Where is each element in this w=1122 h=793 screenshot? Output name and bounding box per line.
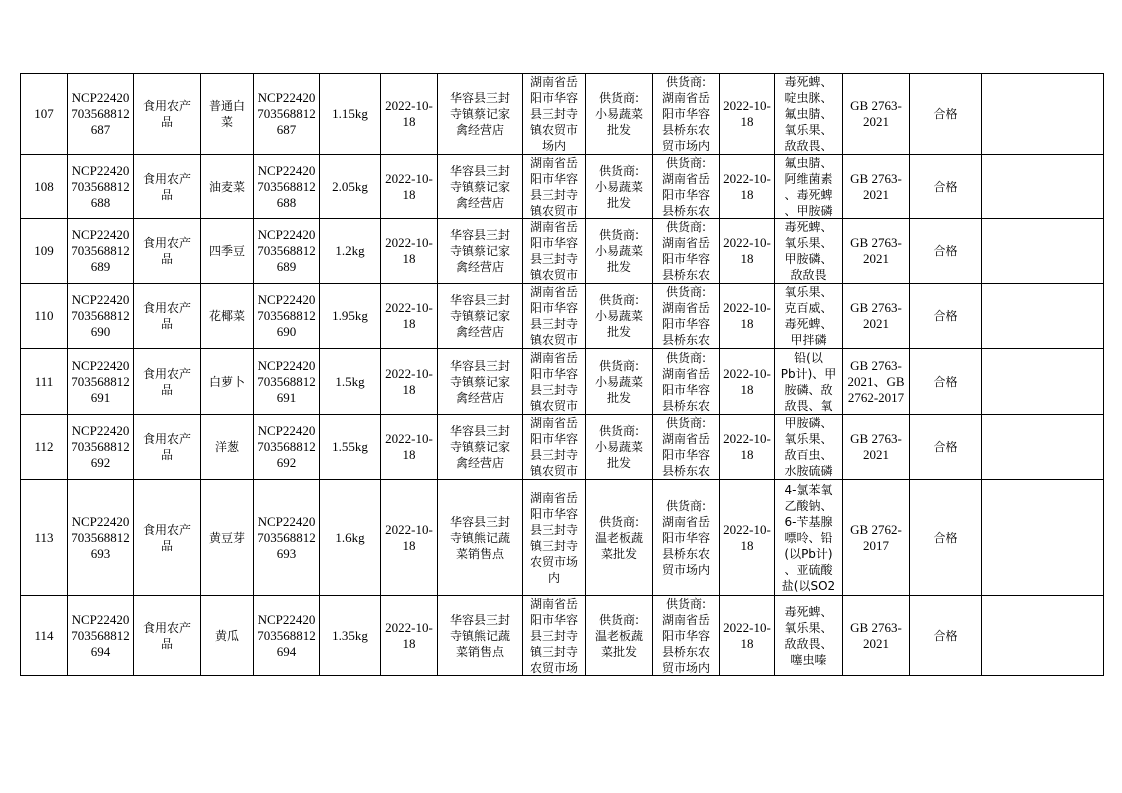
test-result: 合格 [933, 309, 958, 323]
supplier-address: 供货商: 湖南省岳 阳市华容 县桥东农 贸市场内 [661, 498, 710, 577]
production-date: 2022-10- 18 [385, 619, 433, 651]
test-standard-cell [843, 596, 910, 676]
test-standard: GB 2763- 2021 [850, 619, 902, 651]
sample-id: NCP22420 703568812 688 [71, 162, 130, 210]
sample-spec-cell [320, 219, 381, 284]
row-number: 109 [34, 243, 54, 258]
test-standard: GB 2763- 2021 [850, 300, 902, 331]
test-standard: GB 2763- 2021 [850, 98, 902, 129]
sample-spec-cell [320, 74, 381, 155]
sampling-date: 2022-10- 18 [723, 521, 771, 553]
sample-id-cell [68, 155, 134, 219]
test-standard: GB 2763- 2021 [850, 170, 902, 202]
test-items: 毒死蜱、 氧乐果、 甲胺磷、 敌敌畏 [784, 220, 833, 282]
sampling-date: 2022-10- 18 [723, 365, 771, 397]
supplier-name: 供货商: 温老板蔬 菜批发 [594, 612, 643, 659]
remarks-cell [982, 415, 1104, 480]
seller-name: 华容县三封 寺镇熊记蔬 菜销售点 [449, 514, 510, 561]
production-date: 2022-10- 18 [385, 521, 433, 553]
sample-name: 四季豆 [208, 244, 245, 258]
food-category: 食用农产 品 [142, 301, 191, 331]
supplier-name: 供货商: 小易蔬菜 批发 [594, 424, 643, 470]
seller-address: 湖南省岳 阳市华容 县三封寺 镇农贸市 [529, 156, 578, 218]
supplier-address-cell [653, 349, 720, 415]
sample-spec: 1.15kg [332, 106, 368, 121]
sample-name-cell [201, 284, 254, 349]
batch-number: NCP22420 703568812 693 [257, 513, 316, 561]
row-number: 111 [34, 373, 54, 389]
test-items-cell [775, 480, 843, 596]
sampling-date: 2022-10- 18 [723, 235, 771, 266]
table-row [21, 480, 1104, 596]
seller-name-cell [438, 596, 523, 676]
row-number-cell [21, 415, 68, 480]
production-date-cell [381, 349, 438, 415]
production-date-cell [381, 480, 438, 596]
table-body [21, 74, 1104, 676]
test-standard-cell [843, 480, 910, 596]
sampling-date: 2022-10- 18 [723, 98, 771, 129]
seller-name-cell [438, 219, 523, 284]
seller-address: 湖南省岳 阳市华容 县三封寺 镇三封寺 农贸市场 [529, 597, 578, 675]
sample-spec: 1.6kg [335, 529, 365, 545]
food-category: 食用农产 品 [142, 620, 191, 651]
test-standard-cell [843, 349, 910, 415]
sample-id-cell [68, 415, 134, 480]
supplier-name: 供货商: 小易蔬菜 批发 [594, 358, 643, 405]
supplier-address-cell [653, 284, 720, 349]
test-result: 合格 [933, 440, 958, 454]
table-row [21, 219, 1104, 284]
seller-address: 湖南省岳 阳市华容 县三封寺 镇农贸市 场内 [529, 75, 578, 153]
sampling-date-cell [720, 349, 775, 415]
supplier-name-cell [586, 480, 653, 596]
table-row [21, 349, 1104, 415]
remarks-cell [982, 349, 1104, 415]
sample-id-cell [68, 596, 134, 676]
sample-id: NCP22420 703568812 690 [71, 292, 130, 339]
batch-number-cell [254, 480, 320, 596]
test-result: 合格 [933, 628, 958, 643]
food-category-cell [134, 155, 201, 219]
supplier-address: 供货商: 湖南省岳 阳市华容 县桥东农 [661, 156, 710, 218]
supplier-name-cell [586, 284, 653, 349]
test-items: 4-氯苯氧 乙酸钠、 6-苄基腺 嘌呤、铅 (以Pb计) 、亚硫酸 盐(以SO2 [781, 482, 836, 593]
sampling-date-cell [720, 219, 775, 284]
row-number-cell [21, 284, 68, 349]
supplier-name-cell [586, 74, 653, 155]
seller-address-cell [523, 596, 586, 676]
test-items: 氧乐果、 克百威、 毒死蜱、 甲拌磷 [784, 285, 833, 347]
seller-name: 华容县三封 寺镇熊记蔬 菜销售点 [449, 612, 510, 659]
supplier-address: 供货商: 湖南省岳 阳市华容 县桥东农 贸市场内 [661, 75, 710, 153]
seller-address: 湖南省岳 阳市华容 县三封寺 镇三封寺 农贸市场 内 [529, 490, 578, 585]
seller-name-cell [438, 155, 523, 219]
sampling-date: 2022-10- 18 [723, 170, 771, 202]
supplier-address: 供货商: 湖南省岳 阳市华容 县桥东农 [661, 285, 710, 347]
test-result-cell [910, 74, 982, 155]
remarks-cell [982, 284, 1104, 349]
sample-name-cell [201, 349, 254, 415]
supplier-name: 供货商: 小易蔬菜 批发 [594, 91, 643, 137]
supplier-name: 供货商: 小易蔬菜 批发 [594, 228, 643, 274]
food-category: 食用农产 品 [142, 236, 191, 266]
supplier-address: 供货商: 湖南省岳 阳市华容 县桥东农 贸市场内 [661, 597, 710, 675]
seller-name-cell [438, 349, 523, 415]
seller-address: 湖南省岳 阳市华容 县三封寺 镇农贸市 [529, 416, 578, 478]
test-standard-cell [843, 74, 910, 155]
table-row [21, 415, 1104, 480]
sample-spec-cell [320, 415, 381, 480]
batch-number-cell [254, 74, 320, 155]
inspection-table [20, 73, 1104, 676]
production-date-cell [381, 219, 438, 284]
test-items-cell [775, 74, 843, 155]
sample-id: NCP22420 703568812 694 [71, 611, 130, 659]
test-items-cell [775, 596, 843, 676]
batch-number: NCP22420 703568812 692 [257, 423, 316, 470]
supplier-name: 供货商: 小易蔬菜 批发 [594, 163, 643, 210]
seller-address-cell [523, 349, 586, 415]
sample-spec-cell [320, 284, 381, 349]
supplier-address-cell [653, 480, 720, 596]
seller-address: 湖南省岳 阳市华容 县三封寺 镇农贸市 [529, 220, 578, 282]
sampling-date-cell [720, 155, 775, 219]
sample-name: 黄瓜 [214, 628, 239, 643]
test-standard: GB 2763- 2021、GB 2762-2017 [847, 357, 905, 405]
test-result: 合格 [933, 530, 958, 545]
batch-number-cell [254, 596, 320, 676]
supplier-address: 供货商: 湖南省岳 阳市华容 县桥东农 [661, 416, 710, 478]
seller-name-cell [438, 284, 523, 349]
test-standard: GB 2763- 2021 [850, 431, 902, 462]
supplier-address-cell [653, 596, 720, 676]
supplier-name-cell [586, 155, 653, 219]
batch-number-cell [254, 155, 320, 219]
sampling-date: 2022-10- 18 [723, 300, 771, 331]
sample-name-cell [201, 219, 254, 284]
batch-number-cell [254, 284, 320, 349]
test-result: 合格 [933, 179, 958, 194]
test-items-cell [775, 219, 843, 284]
test-result-cell [910, 480, 982, 596]
production-date-cell [381, 155, 438, 219]
sampling-date: 2022-10- 18 [723, 619, 771, 651]
food-category-cell [134, 349, 201, 415]
sampling-date-cell [720, 480, 775, 596]
sample-id: NCP22420 703568812 687 [71, 90, 130, 137]
test-result: 合格 [933, 107, 958, 121]
sample-spec: 2.05kg [332, 178, 368, 194]
sample-id-cell [68, 74, 134, 155]
production-date-cell [381, 74, 438, 155]
food-category-cell [134, 74, 201, 155]
seller-name: 华容县三封 寺镇蔡记家 禽经营店 [449, 424, 510, 470]
row-number-cell [21, 155, 68, 219]
row-number: 110 [34, 308, 54, 323]
seller-address-cell [523, 284, 586, 349]
sample-spec-cell [320, 155, 381, 219]
sample-spec: 1.55kg [332, 439, 368, 454]
seller-address-cell [523, 74, 586, 155]
production-date-cell [381, 284, 438, 349]
sampling-date-cell [720, 415, 775, 480]
supplier-address-cell [653, 219, 720, 284]
batch-number-cell [254, 415, 320, 480]
row-number-cell [21, 480, 68, 596]
batch-number: NCP22420 703568812 689 [257, 227, 316, 274]
batch-number: NCP22420 703568812 690 [257, 292, 316, 339]
sample-id: NCP22420 703568812 692 [71, 423, 130, 470]
row-number-cell [21, 349, 68, 415]
row-number-cell [21, 219, 68, 284]
remarks-cell [982, 219, 1104, 284]
production-date: 2022-10- 18 [385, 235, 433, 266]
sample-spec: 1.35kg [332, 627, 368, 643]
test-items: 毒死蜱、 氧乐果、 敌敌畏、 噻虫嗪 [784, 604, 833, 667]
supplier-name: 供货商: 温老板蔬 菜批发 [594, 514, 643, 561]
sample-name-cell [201, 74, 254, 155]
row-number-cell [21, 596, 68, 676]
test-result: 合格 [933, 374, 958, 389]
sample-id: NCP22420 703568812 691 [71, 357, 130, 405]
test-result-cell [910, 284, 982, 349]
sample-name-cell [201, 596, 254, 676]
sampling-date-cell [720, 284, 775, 349]
test-standard-cell [843, 284, 910, 349]
row-number-cell [21, 74, 68, 155]
supplier-name-cell [586, 415, 653, 480]
row-number: 107 [34, 106, 54, 121]
sample-spec-cell [320, 596, 381, 676]
production-date: 2022-10- 18 [385, 300, 433, 331]
supplier-address-cell [653, 415, 720, 480]
table-row [21, 284, 1104, 349]
supplier-address: 供货商: 湖南省岳 阳市华容 县桥东农 [661, 220, 710, 282]
sample-spec-cell [320, 480, 381, 596]
sampling-date-cell [720, 596, 775, 676]
food-category: 食用农产 品 [142, 171, 191, 202]
food-category-cell [134, 480, 201, 596]
sampling-date-cell [720, 74, 775, 155]
production-date: 2022-10- 18 [385, 98, 433, 129]
production-date-cell [381, 415, 438, 480]
seller-name-cell [438, 415, 523, 480]
test-result-cell [910, 219, 982, 284]
sample-name: 白萝卜 [208, 374, 245, 389]
test-items: 铅(以 Pb计)、甲 胺磷、敌 敌畏、氧 [780, 350, 837, 413]
batch-number-cell [254, 219, 320, 284]
seller-name-cell [438, 480, 523, 596]
seller-name: 华容县三封 寺镇蔡记家 禽经营店 [449, 228, 510, 274]
test-items: 甲胺磷、 氧乐果、 敌百虫、 水胺硫磷 [784, 416, 833, 478]
batch-number-cell [254, 349, 320, 415]
test-standard-cell [843, 155, 910, 219]
supplier-address: 供货商: 湖南省岳 阳市华容 县桥东农 [661, 350, 710, 413]
test-items-cell [775, 155, 843, 219]
production-date: 2022-10- 18 [385, 365, 433, 397]
sample-spec: 1.95kg [332, 308, 368, 323]
remarks-cell [982, 480, 1104, 596]
sample-id-cell [68, 480, 134, 596]
row-number: 113 [34, 529, 54, 545]
production-date: 2022-10- 18 [385, 170, 433, 202]
seller-address-cell [523, 155, 586, 219]
sample-name-cell [201, 155, 254, 219]
test-result-cell [910, 349, 982, 415]
seller-address-cell [523, 415, 586, 480]
table-row [21, 596, 1104, 676]
seller-name: 华容县三封 寺镇蔡记家 禽经营店 [449, 358, 510, 405]
food-category-cell [134, 219, 201, 284]
food-category-cell [134, 415, 201, 480]
row-number: 108 [34, 178, 54, 194]
seller-address: 湖南省岳 阳市华容 县三封寺 镇农贸市 [529, 350, 578, 413]
test-result-cell [910, 155, 982, 219]
production-date-cell [381, 596, 438, 676]
test-result-cell [910, 596, 982, 676]
batch-number: NCP22420 703568812 694 [257, 611, 316, 659]
food-category: 食用农产 品 [142, 522, 191, 553]
batch-number: NCP22420 703568812 691 [257, 357, 316, 405]
sample-id-cell [68, 284, 134, 349]
row-number: 114 [34, 627, 54, 643]
sampling-date: 2022-10- 18 [723, 431, 771, 462]
sample-spec: 1.5kg [335, 373, 365, 389]
table-row [21, 74, 1104, 155]
seller-name: 华容县三封 寺镇蔡记家 禽经营店 [449, 293, 510, 339]
remarks-cell [982, 596, 1104, 676]
seller-name-cell [438, 74, 523, 155]
seller-address: 湖南省岳 阳市华容 县三封寺 镇农贸市 [529, 285, 578, 347]
test-standard: GB 2763- 2021 [850, 235, 902, 266]
sample-id-cell [68, 349, 134, 415]
sample-name-cell [201, 480, 254, 596]
test-standard-cell [843, 219, 910, 284]
table-row [21, 155, 1104, 219]
test-items-cell [775, 415, 843, 480]
food-category-cell [134, 596, 201, 676]
food-category: 食用农产 品 [142, 432, 191, 462]
seller-name: 华容县三封 寺镇蔡记家 禽经营店 [449, 91, 510, 137]
test-result-cell [910, 415, 982, 480]
sample-id: NCP22420 703568812 689 [71, 227, 130, 274]
remarks-cell [982, 74, 1104, 155]
sample-name: 花椰菜 [208, 309, 245, 323]
test-result: 合格 [933, 244, 958, 258]
production-date: 2022-10- 18 [385, 431, 433, 462]
food-category-cell [134, 284, 201, 349]
row-number: 112 [34, 439, 54, 454]
food-category: 食用农产 品 [142, 99, 191, 129]
test-items: 毒死蜱、 啶虫脒、 氟虫腈、 氧乐果、 敌敌畏、 [784, 75, 833, 153]
supplier-name-cell [586, 349, 653, 415]
test-items-cell [775, 349, 843, 415]
seller-address-cell [523, 219, 586, 284]
test-items-cell [775, 284, 843, 349]
sample-name: 油麦菜 [208, 179, 245, 194]
sample-id: NCP22420 703568812 693 [71, 513, 130, 561]
batch-number: NCP22420 703568812 688 [257, 162, 316, 210]
sample-name: 洋葱 [214, 440, 239, 454]
supplier-name-cell [586, 596, 653, 676]
sample-id-cell [68, 219, 134, 284]
supplier-address-cell [653, 74, 720, 155]
supplier-name-cell [586, 219, 653, 284]
sample-spec: 1.2kg [335, 243, 365, 258]
remarks-cell [982, 155, 1104, 219]
test-standard: GB 2762- 2017 [850, 521, 902, 553]
sample-spec-cell [320, 349, 381, 415]
sample-name-cell [201, 415, 254, 480]
seller-name: 华容县三封 寺镇蔡记家 禽经营店 [449, 163, 510, 210]
supplier-address-cell [653, 155, 720, 219]
sample-name: 普通白 菜 [208, 99, 245, 129]
test-items: 氟虫腈、 阿维菌素 、毒死蜱 、甲胺磷 [784, 156, 833, 218]
food-category: 食用农产 品 [142, 366, 191, 397]
seller-address-cell [523, 480, 586, 596]
sample-name: 黄豆芽 [208, 530, 245, 545]
test-standard-cell [843, 415, 910, 480]
supplier-name: 供货商: 小易蔬菜 批发 [594, 293, 643, 339]
batch-number: NCP22420 703568812 687 [257, 90, 316, 137]
